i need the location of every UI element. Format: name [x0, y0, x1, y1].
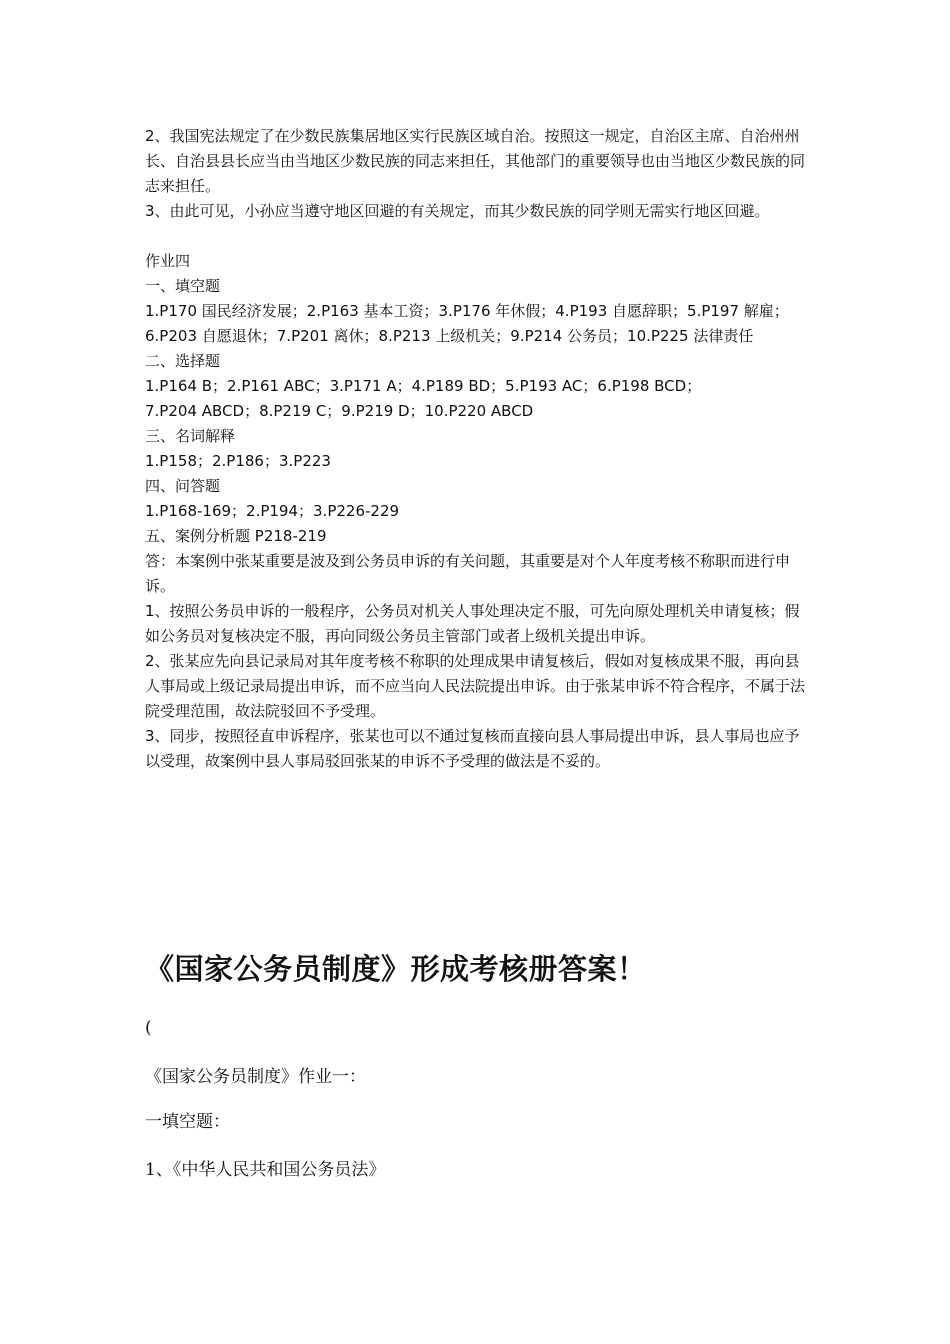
item-1: 1、《中华人民共和国公务员法》 [145, 1160, 386, 1180]
qa-answers: 1.P168-169；2.P194；3.P226-229 [145, 502, 400, 520]
paragraph-conclusion: 3、由此可见，小孙应当遵守地区回避的有关规定，而其少数民族的同学则无需实行地区回避。 [145, 202, 770, 220]
choice-answers-line1: 1.P164 B；2.P161 ABC；3.P171 A；4.P189 BD；5.P193 AC；6.P198 BCD； [145, 377, 702, 395]
choice-heading: 二、选择题 [145, 352, 221, 370]
case-answer-point2: 2、张某应先向县记录局对其年度考核不称职的处理成果申请复核后，假如对复核成果不服，再向县人事局或上级记录局提出申诉，而不应当向人民法院提出申诉。由于张某申诉不符合程序，不属于法院受理范围，故法院驳回不予受理。 [145, 652, 806, 720]
qa-heading: 四、问答题 [145, 477, 221, 495]
answer-book-section [145, 947, 845, 1180]
paragraph-autonomy: 2、我国宪法规定了在少数民族集居地区实行民族区域自治。按照这一规定，自治区主席、自治州州长、自治县县长应当由当地区少数民族的同志来担任，其他部门的重要领导也由当地区少数民族的同志来担任。 [145, 127, 806, 195]
case-answer-point3: 3、同步，按照径直申诉程序，张某也可以不通过复核而直接向县人事局提出申诉，县人事局也应予以受理，故案例中县人事局驳回张某的申诉不予受理的做法是不妥的。 [145, 727, 800, 770]
choice-answers-line2: 7.P204 ABCD；8.P219 C；9.P219 D；10.P220 ABCD [145, 402, 534, 420]
case-answer-point1: 1、按照公务员申诉的一般程序，公务员对机关人事处理决定不服，可先向原处理机关申请复核；假如公务员对复核决定不服，再向同级公务员主管部门或者上级机关提出申诉。 [145, 602, 800, 645]
case-heading: 五、案例分析题 P218-219 [145, 527, 327, 545]
homework1-subtitle: 《国家公务员制度》作业一： [145, 1067, 366, 1087]
terms-answers: 1.P158；2.P186；3.P223 [145, 452, 331, 470]
fill-blank-answers: 1.P170 国民经济发展；2.P163 基本工资；3.P176 年休假；4.P193 自愿辞职；5.P197 解雇；6.P203 自愿退休；7.P201 离休；8.P213 上级机关；9.P214 公务员；10.P225 法律责任 [145, 302, 789, 345]
answer-book-title: 《国家公务员制度》形成考核册答案！ [145, 952, 647, 986]
fill-blank-section: 一填空题： [145, 1112, 230, 1132]
case-answer-intro: 答：本案例中张某重要是波及到公务员申诉的有关问题，其重要是对个人年度考核不称职而进行申诉。 [145, 552, 791, 595]
upper-text-block [145, 124, 810, 774]
open-paren: ( [145, 1018, 152, 1038]
fill-blank-heading: 一、填空题 [145, 277, 221, 295]
spacer [145, 224, 810, 249]
terms-heading: 三、名词解释 [145, 427, 236, 445]
homework4-heading: 作业四 [145, 252, 191, 270]
